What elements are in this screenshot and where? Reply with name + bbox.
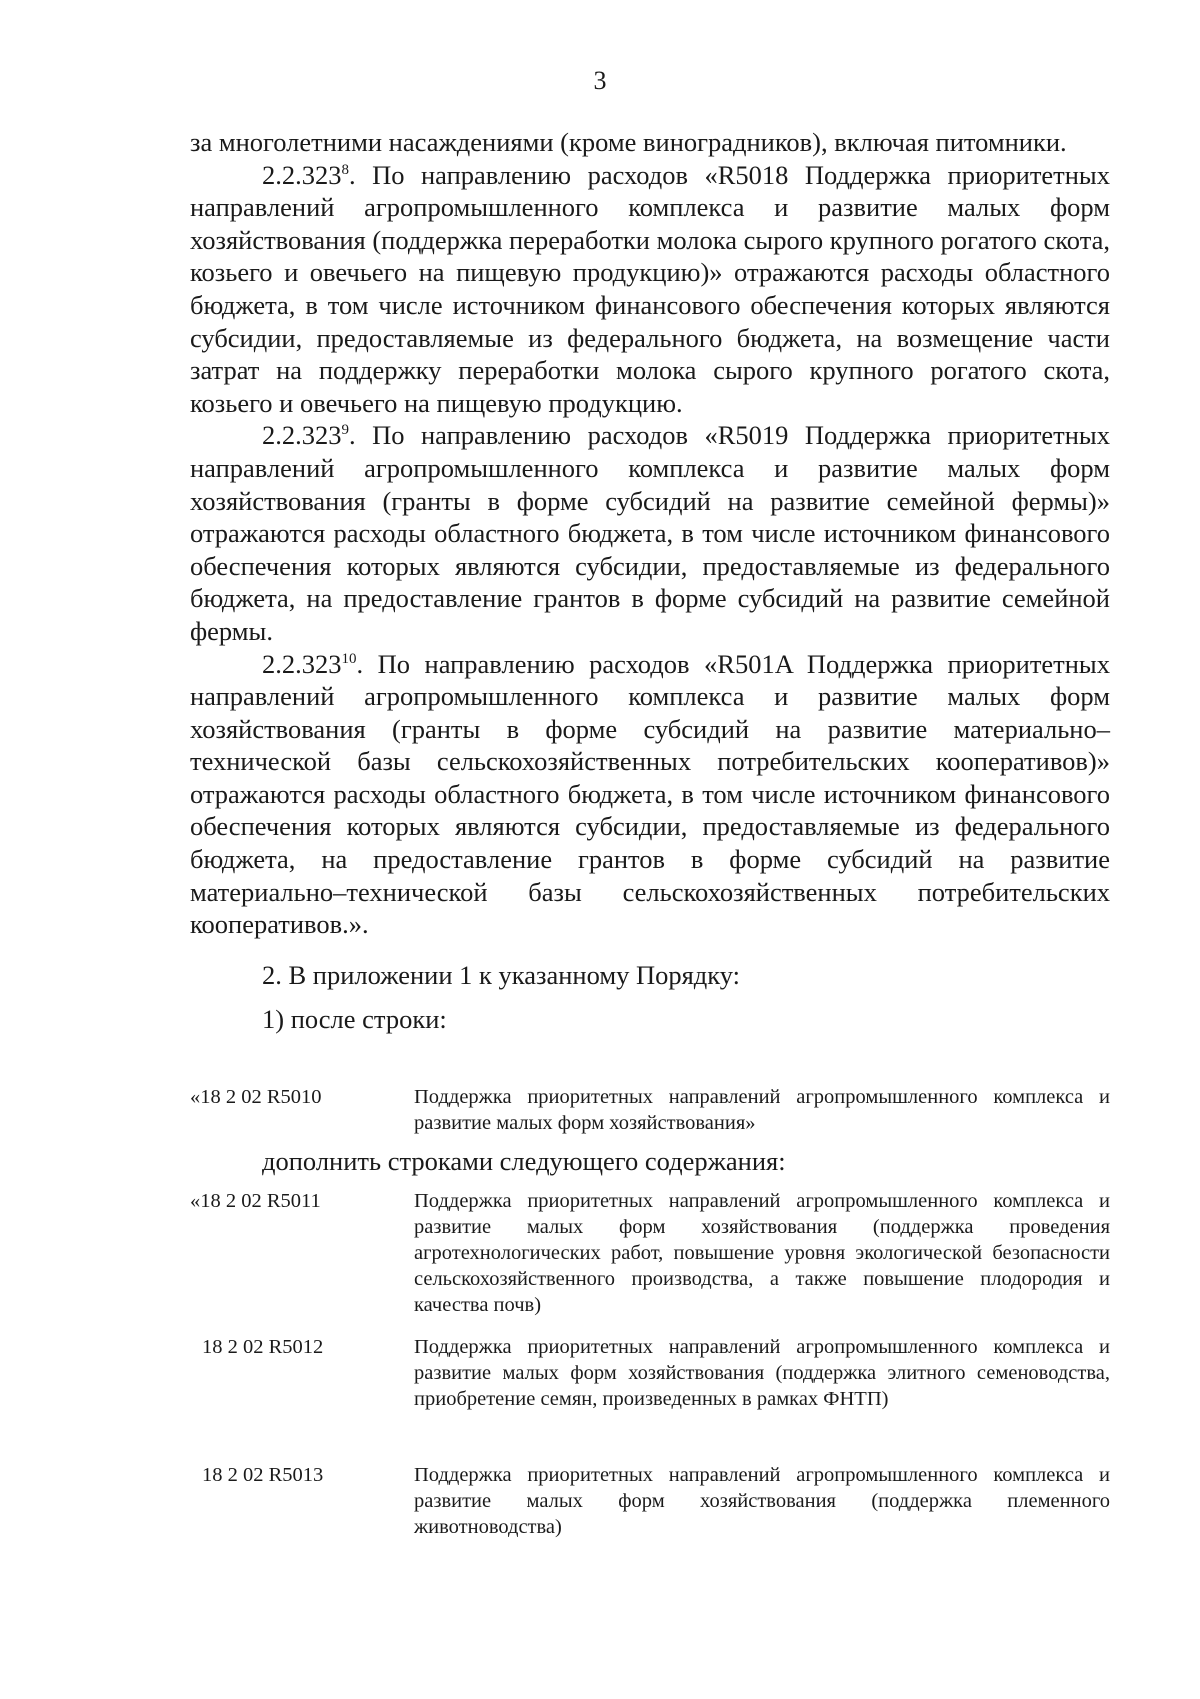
after-row-table bbox=[190, 1084, 1110, 1136]
paragraph-2-2-323-9 bbox=[190, 419, 1110, 647]
clause-text: . По направлению расходов «R5018 Поддержка приоритетных направлений агропромышленного комплекса и развитие малых форм хозяйствования (поддержка переработки молока сырого крупного рогатого скота, козьего и овечьего на пищевую продукцию)» отражаются расходы областного бюджета, в том числе источником финансового обеспечения которых являются субсидии, предоставляемые из федерального бюджета, на возмещение части затрат на поддержку переработки молока сырого крупного рогатого скота, козьего и овечьего на пищевую продукцию. bbox=[190, 159, 1110, 418]
table-row bbox=[190, 1084, 1110, 1136]
item-2-1: 1) после строки: bbox=[262, 1004, 447, 1035]
page-number: 3 bbox=[593, 66, 607, 95]
paragraph-2-2-323-8 bbox=[190, 159, 1110, 420]
table-row bbox=[190, 1334, 1110, 1412]
clause-number: 2.2.323 bbox=[262, 159, 342, 190]
clause-superscript: 8 bbox=[341, 161, 349, 178]
document-body bbox=[190, 126, 1110, 1036]
clause-superscript: 9 bbox=[341, 422, 349, 439]
clause-text: . По направлению расходов «R5019 Поддержка приоритетных направлений агропромышленного комплекса и развитие малых форм хозяйствования (гранты в форме субсидий на развитие семейной фермы)» отражаются расходы областного бюджета, в том числе источником финансового обеспечения которых являются субсидии, предоставляемые из федерального бюджета, на предоставление грантов в форме субсидий на развитие семейной фермы. bbox=[190, 420, 1110, 646]
table-row bbox=[190, 1462, 1110, 1540]
new-rows-table bbox=[190, 1462, 1110, 1540]
clause-number: 2.2.323 bbox=[262, 420, 342, 451]
supplement-lead: дополнить строками следующего содержания: bbox=[262, 1146, 786, 1176]
row-description: Поддержка приоритетных направлений агропромышленного комплекса и развитие малых форм хозяйствования (поддержка проведения агротехнологических работ, повышение уровня экологической безопасности сельскохозяйственного производства, а также повышение плодородия и качества почв) bbox=[414, 1190, 1110, 1316]
row-code: 18 2 02 R5012 bbox=[202, 1336, 324, 1358]
new-rows-table bbox=[190, 1188, 1110, 1318]
new-rows-table bbox=[190, 1334, 1110, 1412]
row-code: «18 2 02 R5011 bbox=[190, 1190, 321, 1212]
table-row bbox=[190, 1188, 1110, 1318]
clause-superscript: 10 bbox=[341, 650, 357, 667]
item-2: 2. В приложении 1 к указанному Порядку: bbox=[262, 959, 741, 990]
clause-number: 2.2.323 bbox=[262, 648, 342, 679]
paragraph-2-2-323-10 bbox=[190, 648, 1110, 941]
row-code: «18 2 02 R5010 bbox=[190, 1086, 322, 1108]
row-description: Поддержка приоритетных направлений агропромышленного комплекса и развитие малых форм хозяйствования (поддержка племенного животноводства) bbox=[414, 1464, 1110, 1538]
row-code: 18 2 02 R5013 bbox=[202, 1464, 324, 1486]
row-description: Поддержка приоритетных направлений агропромышленного комплекса и развитие малых форм хозяйствования» bbox=[414, 1086, 1110, 1134]
row-description: Поддержка приоритетных направлений агропромышленного комплекса и развитие малых форм хозяйствования (поддержка элитного семеноводства, приобретение семян, произведенных в рамках ФНТП) bbox=[414, 1336, 1110, 1410]
clause-text: . По направлению расходов «R501A Поддержка приоритетных направлений агропромышленного комплекса и развитие малых форм хозяйствования (гранты в форме субсидий на развитие материально–технической базы сельскохозяйственных потребительских кооперативов)» отражаются расходы областного бюджета, в том числе источником финансового обеспечения которых являются субсидии, предоставляемые из федерального бюджета, на предоставление грантов в форме субсидий на развитие материально–технической базы сельскохозяйственных потребительских кооперативов.». bbox=[190, 648, 1110, 940]
paragraph-intro: за многолетними насаждениями (кроме виноградников), включая питомники. bbox=[190, 127, 1067, 157]
